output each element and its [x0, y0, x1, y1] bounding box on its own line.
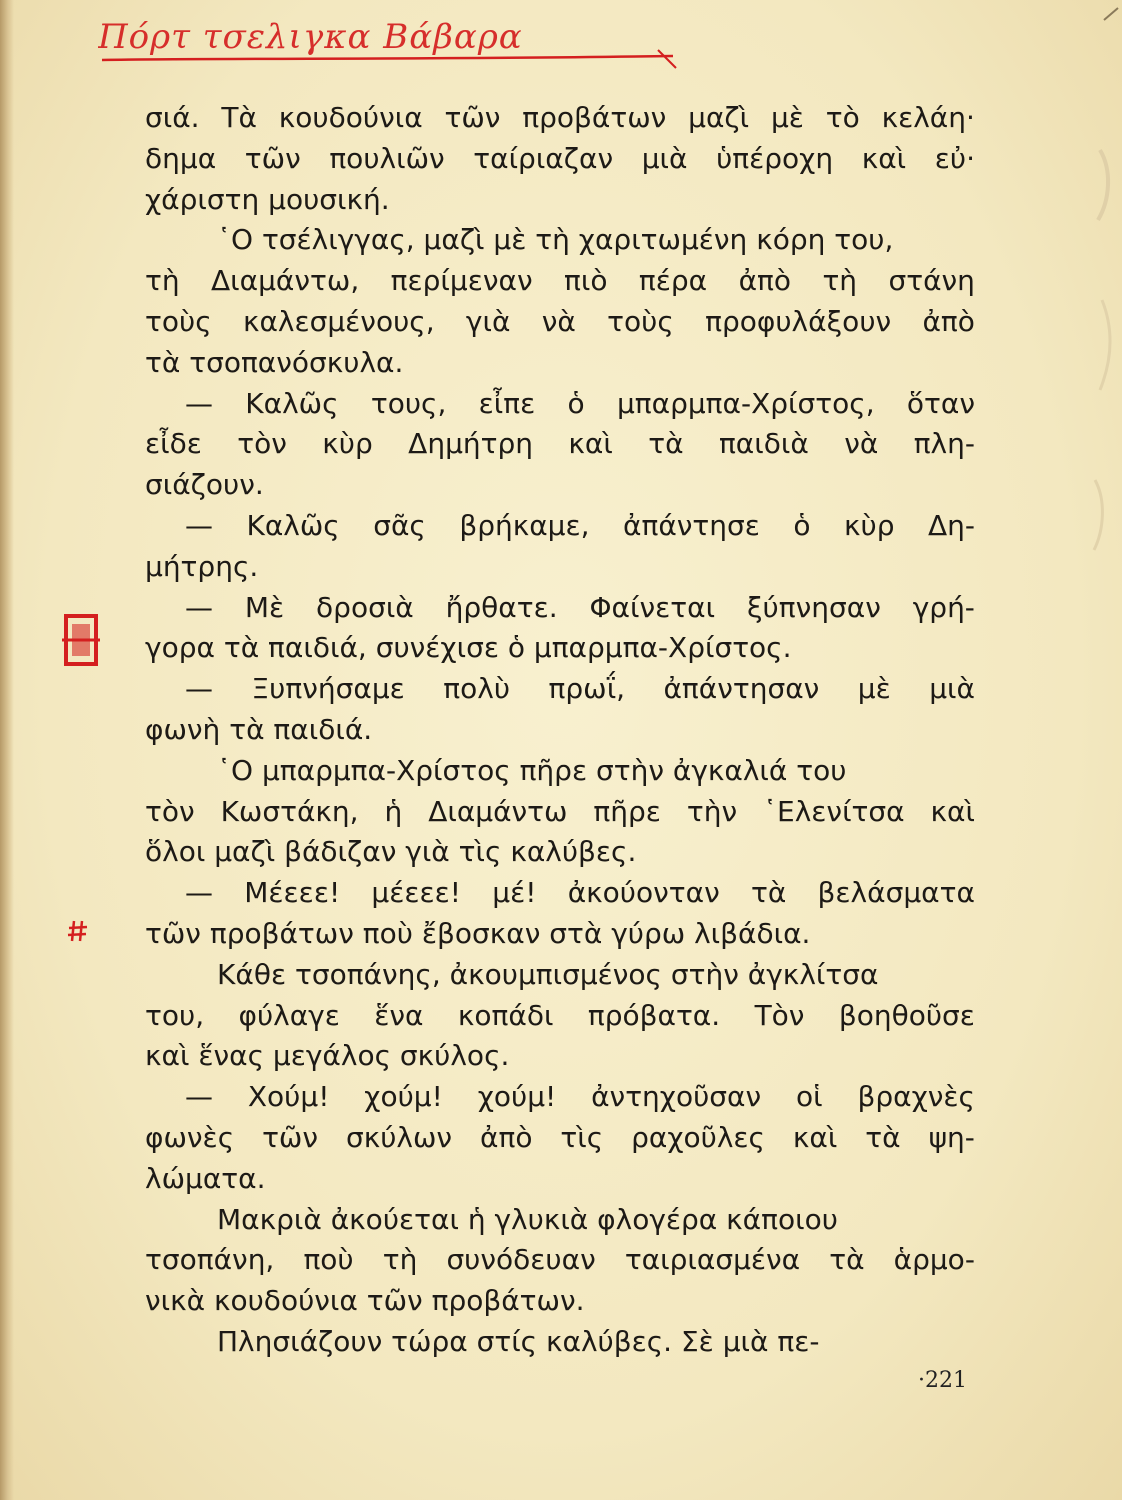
word: τοὺς [145, 304, 212, 338]
text-line: Μακριὰ ἀκούεται ἡ γλυκιὰ φλογέρα κάποιου [217, 1202, 838, 1236]
text-line: καὶ ἕνας μεγάλος σκύλος. [145, 1039, 510, 1073]
handwritten-note-text: Πόρτ τσελιγκα Βάβαρα [98, 17, 523, 57]
text-line: μήτρης. [145, 549, 259, 583]
word: Φαίνεται [589, 590, 716, 624]
word: Καλῶς [245, 386, 339, 420]
text-line: λώματα. [145, 1161, 266, 1195]
word: ἀκούονταν [567, 876, 720, 910]
word: ξύπνησαν [746, 590, 881, 624]
word: ἤρθατε. [445, 590, 558, 624]
word: ἀντηχοῦσαν [591, 1080, 762, 1114]
word: μέεεε! [371, 876, 461, 910]
word: Διαμάντω, [211, 264, 360, 298]
text-line: φωνὴ τὰ παιδιά. [145, 712, 373, 746]
word: τὰ [829, 1243, 865, 1277]
word: Δημήτρη [408, 427, 534, 461]
text-line: Κάθε τσοπάνης, ἀκουμπισμένος στὴν ἀγκλίτσα [217, 957, 879, 991]
word: δημα [145, 141, 217, 175]
word: ἡ [384, 794, 403, 828]
word: τὸν [237, 427, 287, 461]
text-line [145, 1118, 975, 1159]
text-line [145, 98, 975, 139]
word: μὲ [770, 101, 804, 134]
word: κοπάδι [457, 998, 554, 1032]
word: ὁ [567, 386, 585, 420]
word: γρή- [912, 590, 975, 624]
page-binding-edge [0, 0, 14, 1500]
word: κελάη· [881, 101, 975, 134]
word: Μέεεε! [244, 876, 341, 910]
word: — [185, 672, 213, 706]
word: σᾶς [373, 508, 426, 542]
word: Μὲ [244, 590, 285, 624]
text-line [145, 792, 975, 833]
word: τοὺς [607, 304, 674, 338]
word: καὶ [930, 794, 975, 828]
word: νὰ [844, 427, 879, 461]
word: ὁ [793, 508, 811, 542]
word: μιὰ [641, 141, 688, 175]
word: ἁρμο- [893, 1243, 975, 1277]
word: πρόβατα. [587, 998, 721, 1032]
text-line [145, 302, 975, 343]
word: ταιριασμένα [624, 1243, 801, 1277]
text-line [145, 996, 975, 1037]
word: ἀπὸ [738, 264, 792, 298]
word: πέρα [638, 264, 708, 298]
word: πλη- [913, 427, 975, 461]
red-hash-mark [66, 918, 90, 944]
word: δροσιὰ [316, 590, 414, 624]
word: τὶς [560, 1120, 604, 1154]
word: τῶν [444, 101, 501, 134]
word: πῆρε [593, 794, 661, 828]
word: βρήκαμε, [459, 508, 590, 542]
text-line: ὅλοι μαζὶ βάδιζαν γιὰ τὶς καλύβες. [145, 835, 637, 869]
word: προφυλάξουν [705, 304, 892, 338]
word: ὅταν [906, 386, 975, 420]
word: ἀπάντησε [623, 508, 760, 542]
text-line [145, 1077, 975, 1118]
word: βελάσματα [817, 876, 975, 910]
word: πουλιῶν [329, 141, 445, 175]
word: κὺρ [322, 427, 373, 461]
word: — [185, 1080, 213, 1114]
text-line [145, 384, 975, 425]
word: Ξυπνήσαμε [251, 672, 405, 706]
word: μιὰ [929, 672, 975, 706]
text-line: ῾Ο μπαρμπα-Χρίστος πῆρε στὴν ἀγκαλιά του [217, 753, 847, 787]
word: τὴ [822, 264, 858, 298]
word: ῾Ελενίτσα [763, 794, 905, 828]
word: χούμ! [477, 1080, 557, 1114]
word: τὴν [686, 794, 738, 828]
word: κουδούνια [278, 101, 423, 134]
word: τὸ [825, 101, 860, 134]
word: Χούμ! [247, 1080, 330, 1114]
text-line [145, 588, 975, 629]
word: καὶ [792, 1120, 838, 1154]
red-margin-mark [58, 610, 104, 670]
word: καὶ [568, 427, 613, 461]
word: Διαμάντω [428, 794, 568, 828]
word: τὴ [145, 264, 180, 298]
word: παιδιὰ [718, 427, 809, 461]
word: Τὰ [221, 101, 257, 134]
text-line [145, 1240, 975, 1281]
text-line [145, 506, 975, 547]
word: κὺρ [843, 508, 895, 542]
word: περίμεναν [390, 264, 533, 298]
text-line: γορα τὰ παιδιά, συνέχισε ὁ μπαρμπα-Χρίστος. [145, 631, 792, 665]
word: προβάτων [522, 101, 667, 134]
word: ραχοῦλες [631, 1120, 765, 1154]
text-line: χάριστη μουσική. [145, 182, 390, 216]
word: μπαρμπα-Χρίστος, [616, 386, 875, 420]
word: τὰ [750, 876, 787, 910]
word: μέ! [492, 876, 537, 910]
text-line [145, 669, 975, 710]
word: τὸν [145, 794, 195, 828]
text-line: σιάζουν. [145, 468, 264, 502]
text-line: τὰ τσοπανόσκυλα. [145, 345, 404, 379]
word: — [185, 508, 213, 542]
text-line [145, 139, 975, 180]
word: στάνη [888, 264, 975, 298]
word: Κωστάκη, [220, 794, 359, 828]
word: ποὺ [303, 1243, 354, 1277]
word: ἀπὸ [480, 1120, 533, 1154]
word: πολὺ [443, 672, 511, 706]
text-line: νικὰ κουδούνια τῶν προβάτων. [145, 1284, 585, 1318]
handwritten-annotation [98, 2, 688, 74]
word: βραχνὲς [857, 1080, 975, 1114]
word: — [185, 386, 213, 420]
word: ἀπάντησαν [663, 672, 820, 706]
word: Δη- [927, 508, 975, 542]
word: γιὰ [465, 304, 511, 338]
text-line: ῾Ο τσέλιγγας, μαζὶ μὲ τὴ χαριτωμένη κόρη του, [217, 223, 894, 257]
word: συνόδευαν [446, 1243, 596, 1277]
word: Καλῶς [246, 508, 340, 542]
page-number [918, 1368, 978, 1402]
word: οἱ [796, 1080, 823, 1114]
page-number-dot: · [918, 1368, 925, 1393]
word: του, [145, 998, 205, 1032]
word: — [185, 876, 213, 910]
text-line [145, 424, 975, 465]
word: εὐ· [934, 141, 975, 175]
text-line: Πλησιάζουν τώρα στίς καλύβες. Σὲ μιὰ πε- [217, 1324, 820, 1358]
word: φύλαγε [238, 998, 340, 1032]
word: τὴ [382, 1243, 418, 1277]
show-through-marks [1040, 0, 1122, 1500]
word: εἶπε [478, 386, 536, 420]
text-line: τῶν προβάτων ποὺ ἔβοσκαν στὰ γύρω λιβάδια. [145, 916, 811, 950]
word: μαζὶ [688, 101, 750, 134]
word: σκύλων [345, 1120, 453, 1154]
word: τους, [370, 386, 447, 420]
word: εἶδε [145, 427, 202, 461]
word: νὰ [541, 304, 576, 338]
word: καλεσμένους, [242, 304, 435, 338]
word: ἕνα [374, 998, 424, 1032]
word: — [185, 590, 213, 624]
word: τὰ [865, 1120, 901, 1154]
word: τῶν [262, 1120, 319, 1154]
word: μὲ [857, 672, 891, 706]
word: φωνὲς [145, 1120, 235, 1154]
text-line [145, 261, 975, 302]
word: τσοπάνη, [145, 1243, 275, 1277]
word: τῶν [244, 141, 301, 175]
word: καὶ [861, 141, 907, 175]
word: τὰ [648, 427, 684, 461]
handwriting-underline [98, 2, 688, 74]
word: σιά. [145, 101, 200, 134]
page-number-value: 221 [925, 1368, 967, 1393]
body-text [145, 98, 975, 1363]
word: βοηθοῦσε [838, 998, 975, 1032]
word: Τὸν [754, 998, 805, 1032]
word: ταίριαζαν [473, 141, 614, 175]
word: πιὸ [564, 264, 608, 298]
word: χούμ! [364, 1080, 443, 1114]
word: πρωΐ, [548, 672, 625, 706]
word: ἀπὸ [922, 304, 975, 338]
word: ὑπέροχη [716, 141, 834, 175]
text-line [145, 873, 975, 914]
word: ψη- [928, 1120, 975, 1154]
